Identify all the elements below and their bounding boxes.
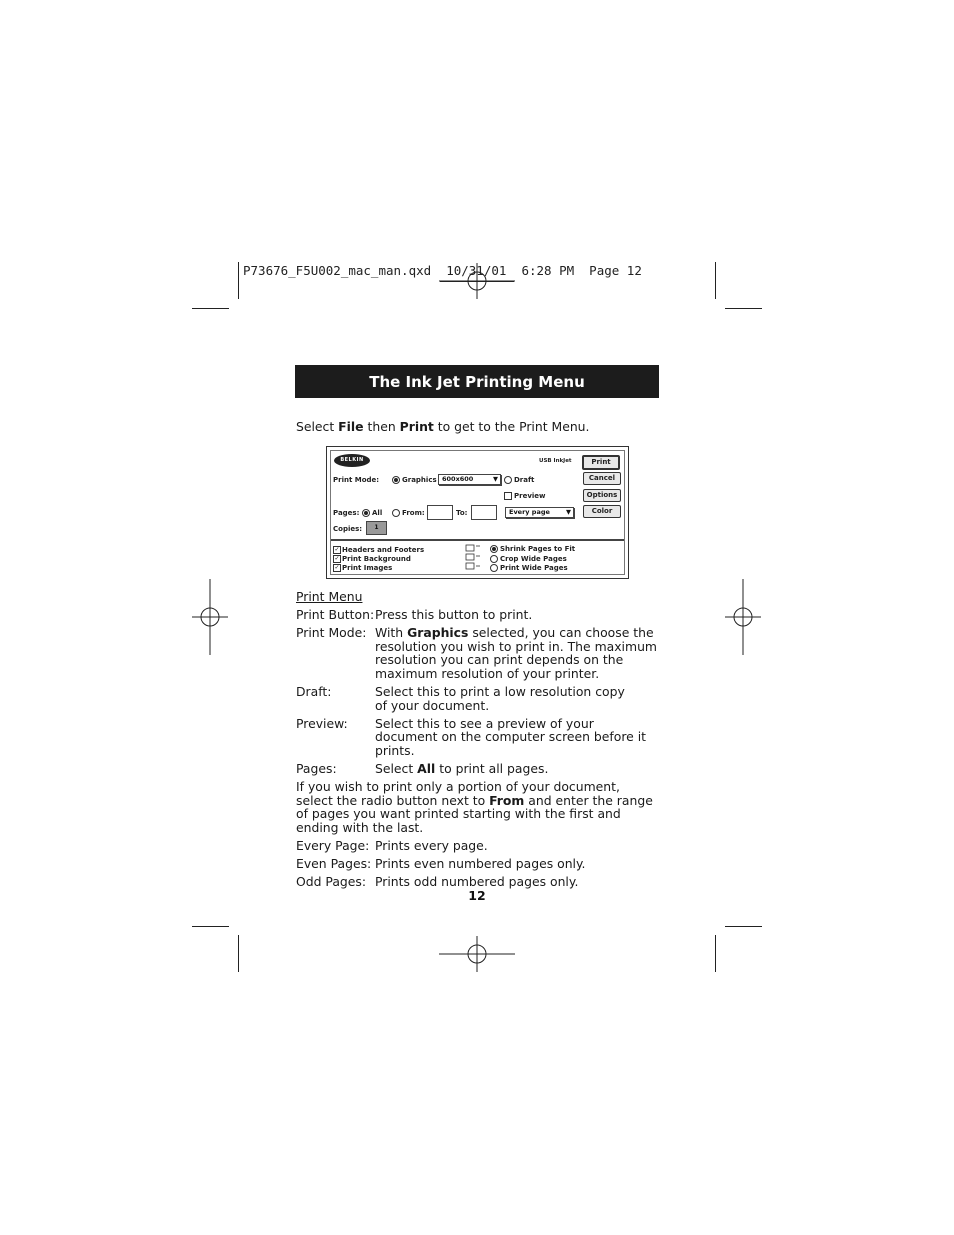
print-mode-label: Print Mode: (333, 476, 380, 484)
file-keyword: File (338, 419, 364, 434)
definition: Select this to see a preview of your document on the computer screen before it prints. (375, 715, 647, 758)
definition-part: to print all pages. (435, 761, 549, 777)
intro-part: to get to the Print Menu. (433, 419, 590, 434)
graphics-keyword: Graphics (407, 625, 469, 641)
registration-mark-icon (172, 579, 248, 655)
term: Pages: (296, 761, 337, 777)
definition-part: Select (375, 761, 418, 777)
section-title: The Ink Jet Printing Menu (295, 365, 659, 398)
shrink-label: Shrink Pages to Fit (500, 545, 576, 553)
shrink-radio[interactable] (490, 545, 498, 553)
definition-part: With (375, 625, 408, 641)
registration-mark-icon (439, 243, 515, 319)
from-label: From: (402, 509, 425, 517)
from-page-input[interactable] (427, 505, 453, 520)
printer-name: USB InkJet (539, 458, 572, 464)
crop-mark (725, 926, 762, 927)
intro-part: Select (296, 419, 339, 434)
registration-mark-icon (439, 916, 515, 992)
definition-row (296, 717, 666, 758)
definition: Select this to print a low resolution copy of your document. (375, 684, 625, 713)
page-number: 12 (468, 888, 486, 903)
draft-radio[interactable] (504, 476, 512, 484)
definition-row (296, 608, 666, 622)
definition (375, 626, 666, 680)
paragraph-part: and enter the range of pages you want printed starting with the first and ending with the last. (296, 792, 653, 835)
page-filter-value: Every page (509, 508, 550, 516)
definition-row (296, 626, 666, 680)
background-label: Print Background (342, 555, 411, 563)
copies-input[interactable]: 1 (366, 521, 387, 535)
page-fit-icon (464, 544, 482, 572)
term: Preview: (296, 715, 348, 731)
definition-part: selected, you can choose the resolution you wish to print in. The maximum resolution you can print depends on the maximum resolution of your printer. (375, 625, 657, 681)
images-checkbox[interactable]: ✓ (334, 564, 340, 571)
pages-label: Pages: (333, 509, 360, 517)
print-slug: P73676_F5U002_mac_man.qxd 10/31/01 6:28 PM Page 12 (243, 263, 642, 278)
definition (375, 762, 666, 776)
definition: Prints every page. (375, 838, 488, 853)
crop-mark (725, 308, 762, 309)
to-label: To: (456, 509, 468, 517)
headers-checkbox[interactable]: ✓ (334, 546, 340, 553)
paragraph-part: If you wish to print only a portion of your document, select the radio button next to (296, 779, 620, 808)
to-page-input[interactable] (471, 505, 497, 520)
graphics-radio[interactable] (392, 476, 400, 484)
definition-row (296, 875, 666, 889)
chevron-down-icon: ▼ (566, 508, 571, 516)
print-keyword: Print (399, 419, 434, 434)
definition: Prints even numbered pages only. (375, 856, 586, 872)
crop-mark (238, 262, 239, 299)
page-filter-select[interactable] (505, 507, 574, 518)
intro-part: then (363, 419, 400, 434)
belkin-logo: BELKIN (334, 454, 370, 467)
crop-mark (192, 308, 229, 309)
intro-text (296, 420, 589, 434)
crop-mark (238, 935, 239, 972)
term: Print Button: (296, 607, 375, 623)
draft-label: Draft (514, 476, 535, 484)
graphics-label: Graphics (402, 476, 437, 484)
all-label: All (372, 509, 383, 517)
from-keyword: From (489, 792, 525, 808)
preview-label: Preview (514, 492, 546, 500)
definition-row (296, 857, 666, 871)
page-range-paragraph (296, 780, 658, 834)
term: Every Page: (296, 838, 370, 853)
background-checkbox[interactable]: ✓ (334, 555, 340, 562)
dialog-divider (331, 539, 624, 541)
preview-checkbox[interactable] (504, 492, 512, 500)
all-pages-radio[interactable] (362, 509, 370, 517)
options-button[interactable]: Options (583, 489, 621, 502)
term: Print Mode: (296, 625, 367, 641)
crop-label: Crop Wide Pages (500, 555, 567, 563)
cancel-button[interactable]: Cancel (583, 472, 621, 485)
definition: Prints odd numbered pages only. (375, 874, 579, 890)
images-label: Print Images (342, 564, 393, 572)
print-dialog (326, 446, 629, 579)
print-wide-radio[interactable] (490, 564, 498, 572)
crop-mark (715, 935, 716, 972)
chevron-down-icon: ▼ (493, 475, 498, 483)
term: Odd Pages: (296, 874, 367, 890)
definition-row (296, 762, 666, 776)
term: Draft: (296, 684, 332, 700)
crop-mark (715, 262, 716, 299)
definitions-heading (296, 590, 666, 604)
definition-row (296, 839, 666, 853)
color-button[interactable]: Color (583, 505, 621, 518)
term: Even Pages: (296, 856, 372, 872)
definition-row (296, 685, 666, 712)
definition: Press this button to print. (375, 607, 533, 623)
dialog-frame (330, 450, 625, 575)
registration-mark-icon (705, 579, 781, 655)
heading-text: Print Menu (296, 589, 363, 604)
from-radio[interactable] (392, 509, 400, 517)
crop-radio[interactable] (490, 555, 498, 563)
headers-label: Headers and Footers (342, 546, 425, 554)
print-wide-label: Print Wide Pages (500, 564, 568, 572)
copies-label: Copies: (333, 525, 363, 533)
print-button[interactable]: Print (582, 455, 620, 470)
all-keyword: All (417, 761, 436, 777)
resolution-value: 600x600 (442, 475, 474, 483)
definitions-section (296, 590, 666, 893)
resolution-select[interactable] (438, 474, 501, 485)
crop-mark (192, 926, 229, 927)
